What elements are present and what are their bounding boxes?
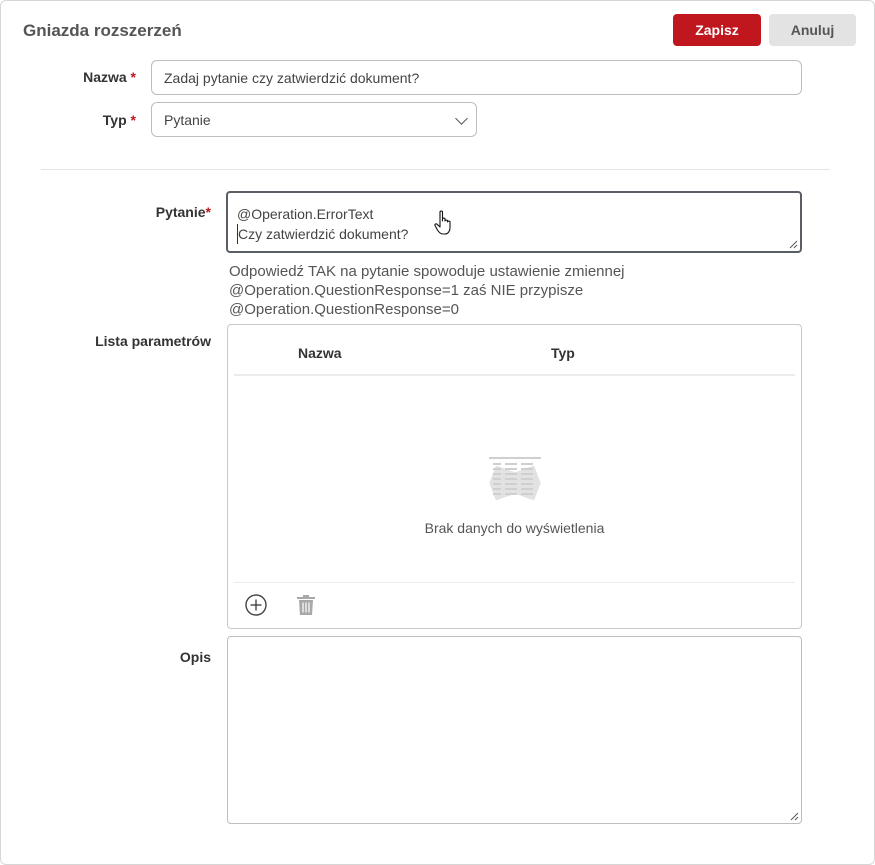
- params-label: Lista parametrów: [95, 333, 211, 349]
- name-input-value: Zadaj pytanie czy zatwierdzić dokument?: [164, 69, 420, 86]
- question-line-2: Czy zatwierdzić dokument?: [238, 226, 409, 242]
- name-label: [61, 69, 136, 85]
- name-input[interactable]: [151, 60, 802, 95]
- question-text: [237, 204, 408, 244]
- cancel-button[interactable]: Anuluj: [769, 14, 856, 46]
- grid-footer-divider: [234, 582, 795, 583]
- save-button[interactable]: Zapisz: [673, 14, 761, 46]
- required-mark: *: [130, 69, 136, 85]
- question-line-1: @Operation.ErrorText: [237, 206, 374, 222]
- type-label: [61, 112, 136, 128]
- column-header-type[interactable]: Typ: [551, 345, 575, 361]
- question-hint: Odpowiedź TAK na pytanie spowoduje ustawienie zmiennej @Operation.QuestionResponse=1 zaś NIE przypisze @Operation.QuestionResponse=0: [229, 263, 625, 318]
- question-label: [101, 204, 211, 220]
- resize-handle-icon[interactable]: [790, 812, 799, 821]
- empty-state-text: Brak danych do wyświetlenia: [424, 520, 605, 536]
- chevron-down-icon: [455, 112, 468, 125]
- plus-circle-icon[interactable]: [244, 593, 268, 617]
- type-select-value: Pytanie: [164, 111, 211, 128]
- trash-icon[interactable]: [294, 593, 318, 617]
- params-grid: [227, 324, 802, 629]
- type-label-text: Typ: [102, 112, 127, 128]
- required-mark: *: [205, 204, 211, 220]
- required-mark: *: [130, 112, 136, 128]
- grid-header: [234, 325, 795, 376]
- empty-table-icon: [483, 451, 547, 505]
- question-label-text: Pytanie: [155, 204, 206, 220]
- section-divider: [41, 169, 830, 170]
- resize-handle-icon[interactable]: [789, 240, 798, 249]
- description-label: Opis: [179, 649, 211, 665]
- type-select[interactable]: [151, 102, 477, 137]
- hand-pointer-icon: [433, 210, 455, 236]
- column-header-name[interactable]: Nazwa: [298, 345, 342, 361]
- description-textarea[interactable]: [227, 636, 802, 824]
- dialog-title: Gniazda rozszerzeń: [23, 21, 182, 40]
- question-textarea[interactable]: [226, 191, 802, 253]
- name-label-text: Nazwa: [83, 69, 127, 85]
